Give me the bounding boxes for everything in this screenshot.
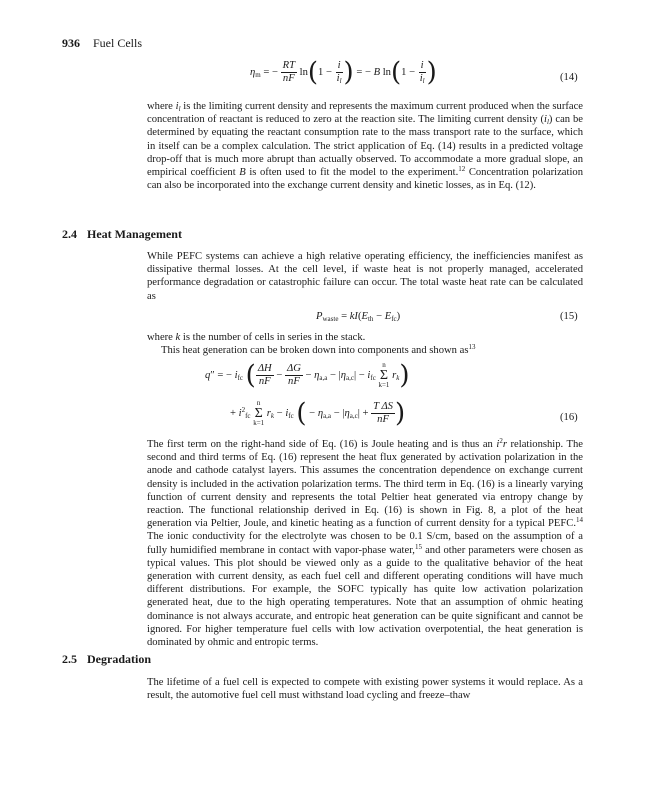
paragraph-limiting-current: where $i_l$ is the limiting current density and represents the maximum current produced when the surface concentration of reactant is reduced to zero at the reaction site. The limiting current density $(i_l)$ can be determined by equating the reactant consumption rate to the mass transport rate to the surface, which in itself can be a complex calculation. The strict application of Eq. (14) results in a predicted voltage drop-off that is much more abrupt than actually observed. To accommodate a more gradual slope, an empirical coefficient B is often used to fit the model to the experiment.$^{12}$ Concentration polarization can also be incorporated into the exchange current density and kinetic losses, as in Eq. (12). xyxy=(147,101,584,192)
paragraph-heat-intro: While PEFC systems can achieve a high relative operating efficiency, the inefficiencies manifest as dissipative thermal losses. At the cell level, if waste heat is not properly managed, accelerated performance degradation or catastrophic failure can occur. The total waste heat rate can be calculated as xyxy=(147,251,583,302)
equation-number-14: (14) xyxy=(560,72,578,83)
equation-15: $P_{waste} = kI(E_{th} - E_{fc})$ xyxy=(316,311,401,323)
equation-16-line-2: + $i^2_{fc}$ n Σ k=1 $r_k - i_{fc}$ ( − $\eta_{a,a} - |\eta_{a,c}|$ + $\frac{\text{T ΔS}}{nF}$ ) xyxy=(230,398,406,429)
equation-16-line-1: q″ = − $i_{fc}$ ( $\frac{\Delta H}{nF}$ − $\frac{\Delta G}{nF}$ − $\eta_{a,a} - |\eta_{a,c}| - i_{fc}$ n Σ k=1 $r_k$) xyxy=(205,360,410,391)
paragraph-heat-discussion: The first term on the right-hand side of Eq. (16) is Joule heating and is thus an $i^2r$ relationship. The second and third terms of Eq. (16) represent the heat flux generated by activation polarization in the anode and cathode catalyst layers. This assumes the concentration dependence on exchange current density is included in the activation polarization terms. The third term in Eq. (16) is a linearly varying function of current density and represents the total Peltier heat generated via entropy change by reaction. The functional relationship derived in Eq. (16) is shown in Fig. 8, a plot of the heat generation via Peltier, Joule, and kinetic heating as a function of current density for a typical PEFC.$^{14}$ The ionic conductivity for the electrolyte was chosen to be 0.1 S/cm, based on the assumption of a fully humidified membrane in contact with vapor-phase water,$^{15}$ and other parameters were chosen as typical values. This plot should be viewed only as a guide to the qualitative behavior of the heat generation with current density, as each fuel cell and different operating conditions will have much different distributions. For example, the SOFC typically has quite low activation polarization generated heat, due to the high operating temperatures. Note that an assumption of ohmic heating dominance is not always accurate, and entropic heat generation can be quite significant and cannot be ignored. For higher temperature fuel cells with low activation overpotential, the heat generation is dominated by ohmic and entropic terms. xyxy=(147,437,583,649)
equation-number-16: (16) xyxy=(560,412,578,423)
paragraph-heat-components: This heat generation can be broken down into components and shown $as^{13}$ xyxy=(161,343,476,356)
page-number: 936 xyxy=(62,36,80,50)
equation-number-15: (15) xyxy=(560,311,578,322)
section-heading-degradation: 2.5 Degradation xyxy=(62,652,151,666)
section-heading-heat-management: 2.4 Heat Management xyxy=(62,227,182,241)
paragraph-degradation: The lifetime of a fuel cell is expected to compete with existing power systems it would replace. As a result, the automotive fuel cell must withstand load cycling and freeze–thaw xyxy=(147,677,583,702)
equation-14: $\eta_m$ = − $\frac{RT}{nF}$ ln(1 − $\frac{i}{i_l}$ ) = − B ln(1 − $\frac{i}{i_l}$ ) xyxy=(250,57,437,88)
running-title: Fuel Cells xyxy=(93,36,143,50)
paragraph-k-definition: where k is the number of cells in series in the stack. xyxy=(147,332,366,343)
running-header xyxy=(62,36,142,51)
